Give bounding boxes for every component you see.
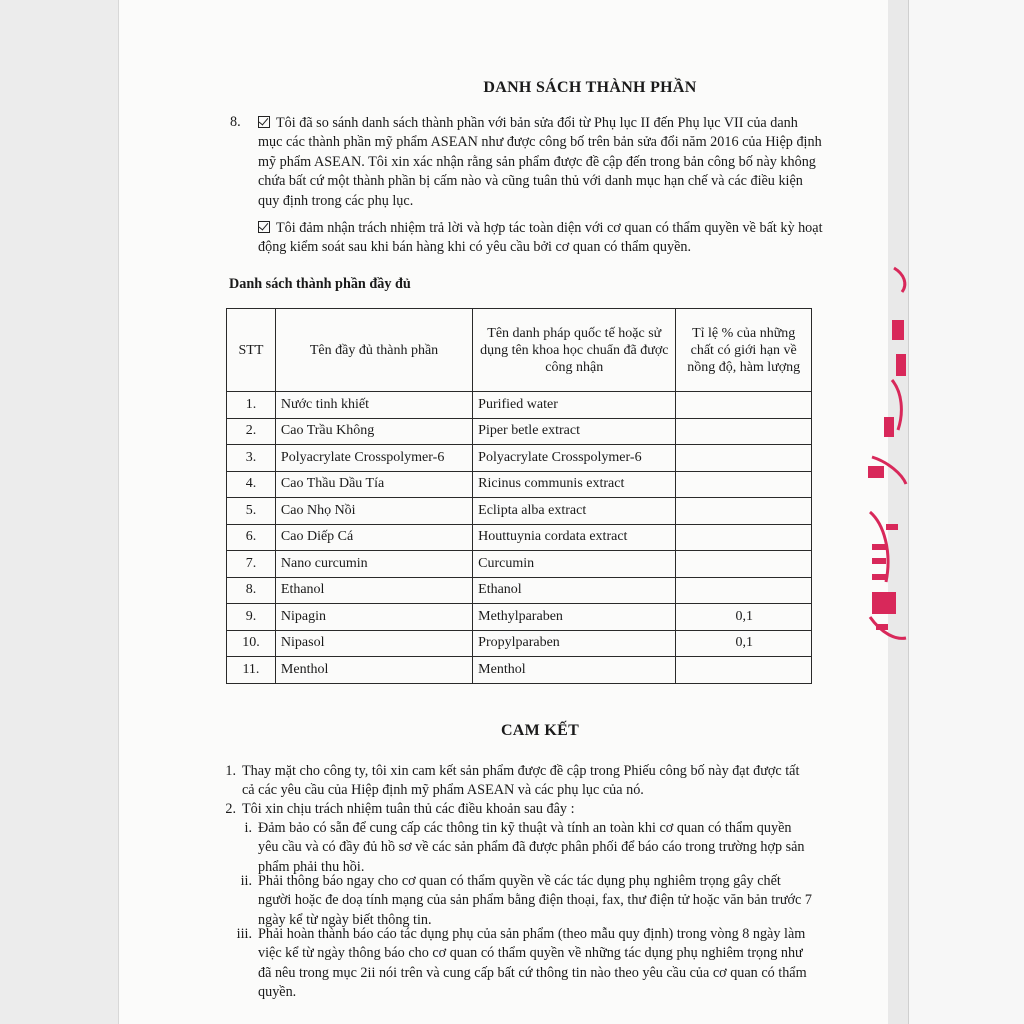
cell-name: Nước tinh khiết (275, 392, 472, 419)
commitment-item-1: Thay mặt cho công ty, tôi xin cam kết sản phẩm được đề cập trong Phiếu công bố này đạt được tất cả các yêu cầu của Hiệp định mỹ phẩm ASEAN và các phụ lục của nó. (242, 763, 800, 799)
cell-stt: 8. (227, 577, 276, 604)
cell-stt: 6. (227, 524, 276, 551)
header-full-name: Tên đầy đủ thành phần (275, 309, 472, 392)
cell-name: Cao Trầu Không (275, 418, 472, 445)
checkbox-checked-icon (258, 221, 270, 233)
cell-intl: Polyacrylate Crosspolymer-6 (473, 445, 676, 472)
cell-stt: 3. (227, 445, 276, 472)
red-stamp-icon (862, 262, 912, 662)
cell-pct (676, 471, 812, 498)
table-row (227, 577, 812, 604)
cell-intl: Methylparaben (473, 604, 676, 631)
table-row (227, 657, 812, 684)
cell-name: Nano curcumin (275, 551, 472, 578)
cell-name: Cao Thầu Dầu Tía (275, 471, 472, 498)
table-row (227, 630, 812, 657)
sub-item-text: Đảm bảo có sẵn để cung cấp các thông tin kỹ thuật và tính an toàn khi cơ quan có thẩm quyền yêu cầu và có đầy đủ hồ sơ về các sản phẩm đã được phân phối để báo cáo trong trường hợp sản phẩm phải thu hồi. (258, 820, 805, 875)
cell-name: Menthol (275, 657, 472, 684)
table-row (227, 524, 812, 551)
cell-name: Nipasol (275, 630, 472, 657)
cell-pct (676, 524, 812, 551)
declaration-paragraph-1 (258, 114, 824, 211)
table-row (227, 471, 812, 498)
table-row (227, 445, 812, 472)
cell-stt: 11. (227, 657, 276, 684)
cell-intl: Piper betle extract (473, 418, 676, 445)
cell-intl: Purified water (473, 392, 676, 419)
cell-intl: Ricinus communis extract (473, 471, 676, 498)
cell-name: Cao Nhọ Nồi (275, 498, 472, 525)
cell-stt: 5. (227, 498, 276, 525)
commitment-item-2: Tôi xin chịu trách nhiệm tuân thủ các điều khoản sau đây : (242, 801, 575, 817)
cell-intl: Menthol (473, 657, 676, 684)
cell-stt: 2. (227, 418, 276, 445)
section-number: 8. (230, 114, 241, 130)
commitment-title: CAM KẾT (500, 722, 580, 739)
table-row (227, 418, 812, 445)
cell-pct (676, 498, 812, 525)
cell-name: Ethanol (275, 577, 472, 604)
table-title: Danh sách thành phần đầy đủ (229, 276, 411, 292)
header-percent: Tỉ lệ % của những chất có giới hạn về nồng độ, hàm lượng (676, 309, 812, 392)
checkbox-checked-icon (258, 116, 270, 128)
cell-intl: Curcumin (473, 551, 676, 578)
cell-intl: Ethanol (473, 577, 676, 604)
sub-item-number: iii. (236, 926, 252, 942)
cell-pct (676, 392, 812, 419)
cell-pct (676, 577, 812, 604)
sub-item-text: Phải hoàn thành báo cáo tác dụng phụ của sản phẩm (theo mẫu quy định) trong vòng 8 ngày làm việc kể từ ngày thông báo cho cơ quan có thẩm quyền về những tác dụng phụ nghiêm trọng như đã nêu trong mục 2ii nói trên và cung cấp bất cứ thông tin nào theo yêu cầu của cơ quan có thẩm quyền. (258, 926, 807, 1001)
cell-stt: 9. (227, 604, 276, 631)
cell-pct (676, 551, 812, 578)
table-row (227, 604, 812, 631)
declaration-text-2: Tôi đảm nhận trách nhiệm trả lời và hợp tác toàn diện với cơ quan có thẩm quyền về bất kỳ hoạt động kiểm soát sau khi bán hàng khi có yêu cầu bởi cơ quan có thẩm quyền. (258, 220, 823, 256)
cell-intl: Eclipta alba extract (473, 498, 676, 525)
table-row (227, 551, 812, 578)
cell-pct: 0,1 (676, 604, 812, 631)
ingredient-table (226, 308, 812, 684)
cell-intl: Propylparaben (473, 630, 676, 657)
declaration-paragraph-2 (258, 219, 824, 258)
cell-stt: 1. (227, 392, 276, 419)
table-row (227, 392, 812, 419)
table-row (227, 498, 812, 525)
cell-stt: 10. (227, 630, 276, 657)
scan-left-margin (0, 0, 118, 1024)
item-number: 2. (225, 801, 236, 817)
table-header-row (227, 309, 812, 392)
sub-item-number: i. (244, 820, 252, 836)
cell-stt: 4. (227, 471, 276, 498)
cell-name: Polyacrylate Crosspolymer-6 (275, 445, 472, 472)
item-number: 1. (225, 763, 236, 779)
cell-name: Nipagin (275, 604, 472, 631)
cell-intl: Houttuynia cordata extract (473, 524, 676, 551)
sub-item-text: Phải thông báo ngay cho cơ quan có thẩm quyền về các tác dụng phụ nghiêm trọng gây chết người hoặc đe doạ tính mạng của sản phẩm bằng điện thoại, fax, thư điện tử hoặc văn bản trước 7 ngày kể từ ngày biết thông tin. (258, 873, 812, 928)
header-stt: STT (227, 309, 276, 392)
cell-pct (676, 445, 812, 472)
cell-stt: 7. (227, 551, 276, 578)
sub-item-number: ii. (240, 873, 252, 889)
header-intl-name: Tên danh pháp quốc tế hoặc sử dụng tên khoa học chuẩn đã được công nhận (473, 309, 676, 392)
page-title: DANH SÁCH THÀNH PHẦN (483, 79, 697, 96)
cell-pct (676, 418, 812, 445)
cell-name: Cao Diếp Cá (275, 524, 472, 551)
scan-right-margin (909, 0, 1024, 1024)
cell-pct (676, 657, 812, 684)
declaration-text-1: Tôi đã so sánh danh sách thành phần với bản sửa đổi từ Phụ lục II đến Phụ lục VII của danh mục các thành phần mỹ phẩm ASEAN như được công bố trên bản sửa đổi năm 2016 của Hiệp định mỹ phẩm ASEAN. Tôi xin xác nhận rằng sản phẩm được đề cập đến trong bản công bố này không chứa bất cứ một thành phần bị cấm nào và cũng tuân thủ với danh mục hạn chế và các điều kiện quy định trong các phụ lục. (258, 115, 822, 209)
cell-pct: 0,1 (676, 630, 812, 657)
